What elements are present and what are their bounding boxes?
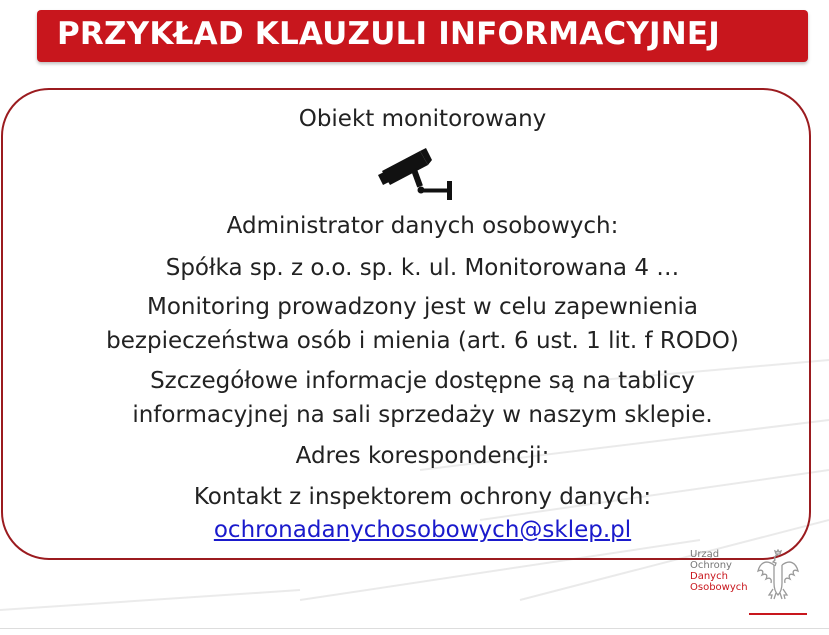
details-info-line1: Szczegółowe informacje dostępne są na tablicy — [150, 368, 695, 394]
administrator-heading: Administrator danych osobowych: — [226, 213, 619, 239]
monitoring-purpose-line2: bezpieczeństwa osób i mienia (art. 6 ust. 1 lit. f RODO) — [106, 328, 739, 354]
eagle-emblem-icon — [756, 549, 800, 601]
administrator-address: Spółka sp. z o.o. sp. k. ul. Monitorowana 4 … — [165, 255, 680, 281]
logo-line-2: Ochrony — [690, 560, 732, 571]
page-title: PRZYKŁAD KLAUZULI INFORMACYJNEJ — [57, 16, 720, 52]
security-camera-icon — [376, 145, 460, 207]
dpo-contact-heading: Kontakt z inspektorem ochrony danych: — [193, 484, 652, 510]
monitored-object-heading: Obiekt monitorowany — [298, 106, 547, 132]
logo-line-4: Osobowych — [690, 582, 748, 593]
footer-divider — [0, 628, 829, 629]
correspondence-address-heading: Adres korespondencji: — [295, 443, 550, 469]
dpo-email-link[interactable]: ochronadanychosobowych@sklep.pl — [213, 517, 632, 543]
details-info-line2: informacyjnej na sali sprzedaży w naszym sklepie. — [132, 402, 713, 428]
logo-underline — [749, 613, 807, 615]
monitoring-purpose-line1: Monitoring prowadzony jest w celu zapewnienia — [146, 294, 699, 320]
logo-line-1: Urząd — [690, 549, 720, 560]
logo-line-3: Danych — [690, 571, 728, 582]
title-banner — [37, 10, 808, 62]
uodo-logo-text — [690, 549, 748, 593]
